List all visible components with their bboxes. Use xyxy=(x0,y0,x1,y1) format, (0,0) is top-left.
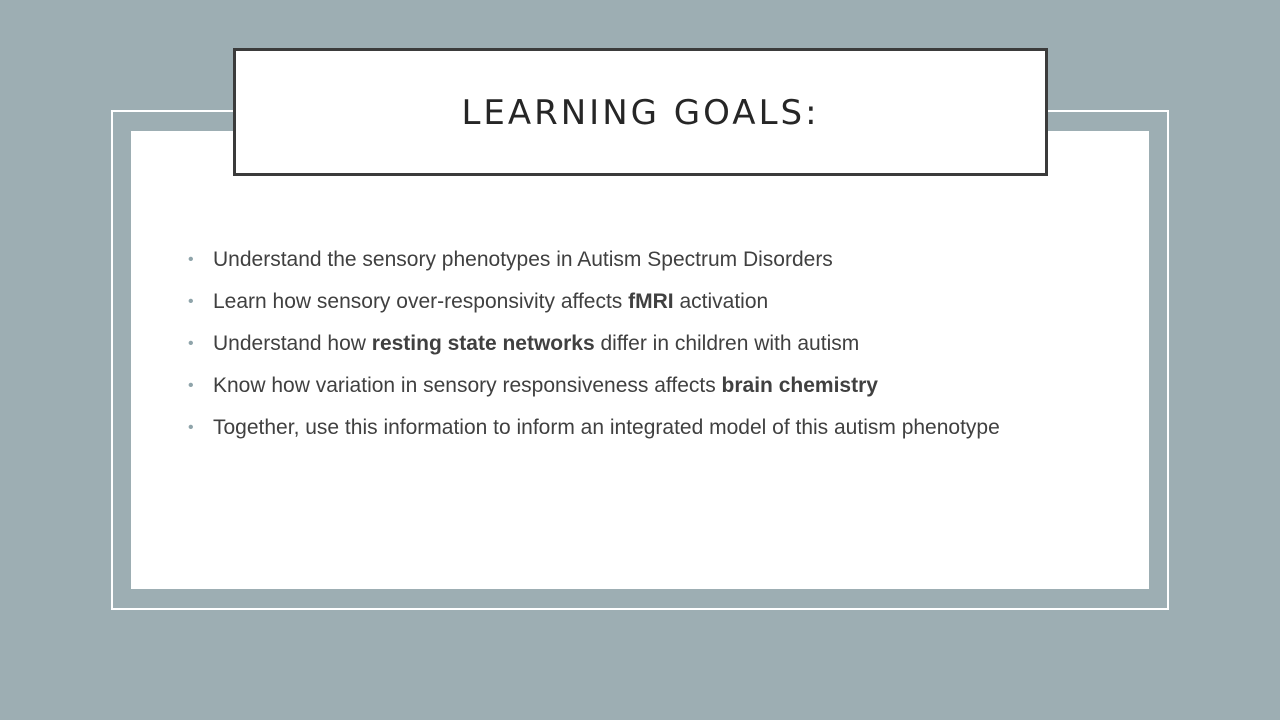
bullet-list xyxy=(186,240,1126,450)
title-box xyxy=(233,48,1048,176)
bullet-text: Know how variation in sensory responsiveness affects xyxy=(213,374,722,397)
bullet-item xyxy=(186,240,1126,282)
bullet-dot-icon: • xyxy=(188,251,194,268)
bullet-dot-icon: • xyxy=(188,377,194,394)
bullet-text-emphasis: fMRI xyxy=(628,290,674,313)
bullet-text: differ in children with autism xyxy=(594,332,860,355)
bullet-item xyxy=(186,408,1126,450)
bullet-text-emphasis: brain chemistry xyxy=(721,374,878,397)
bullet-dot-icon: • xyxy=(188,335,194,352)
bullet-dot-icon: • xyxy=(188,419,194,436)
bullet-dot-icon: • xyxy=(188,293,194,310)
bullet-text: Together, use this information to inform an integrated model of this autism phenotype xyxy=(213,416,1000,439)
bullet-text: Understand the sensory phenotypes in Autism Spectrum Disorders xyxy=(213,248,833,271)
bullet-item xyxy=(186,324,1126,366)
bullet-text: activation xyxy=(673,290,769,313)
slide-title: LEARNING GOALS: xyxy=(461,93,820,133)
bullet-text-emphasis: resting state networks xyxy=(371,332,595,355)
bullet-text: Understand how xyxy=(213,332,372,355)
bullet-text: Learn how sensory over-responsivity affects xyxy=(213,290,629,313)
bullet-item xyxy=(186,282,1126,324)
bullet-item xyxy=(186,366,1126,408)
